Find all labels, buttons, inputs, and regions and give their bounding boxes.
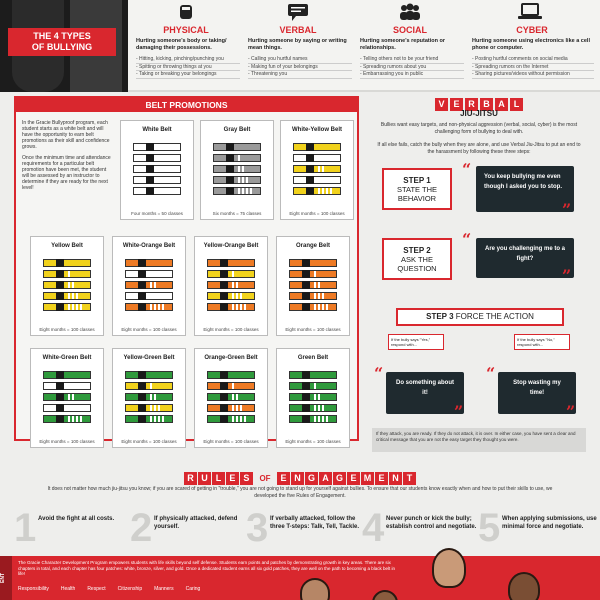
title-letter: G (333, 472, 346, 485)
belt-bar (207, 382, 255, 390)
quote-close-icon: ” (562, 266, 572, 285)
belt-card (30, 348, 104, 448)
patch-list (18, 586, 318, 592)
belt-card-caption: Eight months = 100 classes (121, 439, 177, 444)
belt-card (112, 236, 186, 336)
belt-intro (22, 120, 114, 196)
category-name: SOCIAL (392, 25, 427, 35)
rules-title (0, 468, 600, 486)
quote-close-icon: ” (566, 402, 576, 421)
title-letter: A (319, 472, 332, 485)
category-physical (132, 0, 240, 92)
speech-bubble-3: Do something about it! (386, 372, 464, 414)
belt-intro-paragraph: Once the minimum time and attendance requirements for a particular belt promotion have been met, the student will be assessed by an instructor to determine if they are ready for the next level! (22, 155, 111, 191)
rule-number: 4 (362, 506, 385, 550)
belt-card-caption: Eight months = 100 classes (203, 327, 259, 332)
belt-card-title: Yellow-Green Belt (123, 355, 175, 361)
belt-bar (207, 393, 255, 401)
title-letter: N (389, 472, 402, 485)
belt-bar (43, 281, 91, 289)
belt-bar (207, 281, 255, 289)
belt-bar (43, 270, 91, 278)
verbal-subtitle: JIU-JITSU (460, 109, 498, 118)
step-2-box (382, 238, 452, 280)
belt-bar (43, 393, 91, 401)
step-1-box (382, 168, 452, 210)
belt-card (194, 236, 268, 336)
belt-card (276, 236, 350, 336)
belt-bar (289, 303, 337, 311)
belt-bar (289, 393, 337, 401)
rule-item (14, 508, 134, 554)
belt-card-caption: Eight months = 100 classes (39, 439, 95, 444)
character-tab: ENT (0, 556, 12, 600)
belt-card (194, 348, 268, 448)
rule-text: If physically attacked, defend yourself. (154, 516, 238, 530)
belt-bar (289, 270, 337, 278)
fist-icon (172, 2, 200, 22)
belt-bar (133, 187, 181, 195)
patch-label: Health (60, 586, 76, 592)
rule-text: Never punch or kick the bully; establish control and negotiate. (386, 516, 477, 530)
belt-card (200, 120, 274, 220)
belt-bar (289, 292, 337, 300)
quote-open-icon: “ (462, 160, 472, 179)
belt-bar (293, 187, 341, 195)
category-name: CYBER (516, 25, 548, 35)
category-example: - Sharing pictures/videos without permission (472, 71, 594, 79)
category-example: - Hitting, kicking, pinching/punching you (136, 56, 240, 64)
belt-bar (43, 404, 91, 412)
title-letter: M (361, 472, 374, 485)
belt-card (112, 348, 186, 448)
speech-bubble-4: Stop wasting my time! (498, 372, 576, 414)
belt-card-title: Green Belt (297, 355, 329, 361)
belt-card-caption: Eight months = 100 classes (285, 439, 341, 444)
title-letter: A (495, 98, 508, 111)
belt-card-title: Gray Belt (223, 127, 251, 133)
belt-bar (43, 259, 91, 267)
character-text: The Gracie Character Development Program empowers students with life skills beyond self defense. Students earn points and patches by demonstrating growth in key areas. There are six chapters in total, and each chapter has four patches: white, bronze, silver, and gold. Once a dedicated student earns all six gold patches, they are well on the path to becoming a black belt in life! (18, 560, 395, 576)
student-photo (432, 548, 466, 588)
belt-card (280, 120, 354, 220)
patch-label: Responsibility (18, 586, 49, 592)
category-name: PHYSICAL (163, 25, 209, 35)
title-letter: R (465, 98, 478, 111)
types-of-bullying-band (0, 0, 600, 92)
types-badge (8, 28, 116, 56)
laptop-icon (516, 2, 544, 22)
belt-bar (207, 415, 255, 423)
types-badge-line: OF BULLYING (31, 42, 93, 52)
category-name: VERBAL (279, 25, 317, 35)
category-desc: Hurting someone using electronics like a cell phone or computer. (472, 38, 590, 51)
quote-close-icon: ” (454, 402, 464, 421)
belt-card-caption: Eight months = 100 classes (39, 327, 95, 332)
title-letter: S (240, 472, 253, 485)
step-text: FORCE THE ACTION (455, 312, 534, 321)
category-example: - Spreading rumors about you (360, 64, 464, 72)
quote-open-icon: “ (374, 364, 384, 383)
title-letter: G (305, 472, 318, 485)
category-desc: Hurting someone by saying or writing mean things. (248, 38, 347, 51)
step-3-box (396, 308, 564, 326)
rule-item (478, 508, 598, 554)
belt-card-title: White-Yellow Belt (291, 127, 342, 133)
category-example: - Posting hurtful comments on social media (472, 56, 594, 64)
belt-bar (293, 165, 341, 173)
category-example: - Telling others not to be your friend (360, 56, 464, 64)
no-response-note: If the bully says "No," respond with... (514, 334, 570, 350)
rule-text: When applying submissions, use minimal force and negotiate. (502, 516, 597, 530)
category-example: - Spitting or throwing things at you (136, 64, 240, 72)
belt-bar (207, 303, 255, 311)
rules-intro: It does not matter how much jiu-jitsu you know; if you are scared of getting in "trouble," you are not going to stand up for yourself against bullies. To ensure that our students know exactly when and how to put their skills to use, we developed the five Rules of Engagement. (47, 486, 553, 499)
patch-label: Caring (185, 586, 201, 592)
belt-promotions-panel (14, 96, 359, 444)
belt-card-title: White-Green Belt (42, 355, 92, 361)
belt-bar (213, 176, 261, 184)
belt-bar (289, 371, 337, 379)
belt-bar (125, 415, 173, 423)
verbal-paragraph: If all else fails, catch the bully when they are alone, and use Verbal Jiu-Jitsu to put an end to the harassment by following these three steps: (377, 142, 581, 155)
title-letter: E (347, 472, 360, 485)
title-letter: L (212, 472, 225, 485)
category-social (356, 0, 464, 92)
belt-bar (213, 165, 261, 173)
belt-bar (289, 281, 337, 289)
rule-number: 3 (246, 506, 269, 550)
belt-bar (133, 165, 181, 173)
belt-bar (125, 259, 173, 267)
belt-bar (133, 154, 181, 162)
belt-bar (133, 143, 181, 151)
title-letter: E (375, 472, 388, 485)
belt-bar (293, 143, 341, 151)
belt-card-title: Yellow-Orange Belt (203, 243, 259, 249)
title-of: OF (259, 474, 271, 483)
belt-bar (289, 415, 337, 423)
step-number: STEP 3 (426, 312, 454, 321)
patch-label: Manners (154, 586, 174, 592)
belt-card-caption: Eight months = 100 classes (289, 211, 345, 216)
belt-bar (125, 270, 173, 278)
title-letter: V (435, 98, 448, 111)
belt-card-title: Yellow Belt (51, 243, 83, 249)
belt-bar (43, 382, 91, 390)
belt-bar (125, 292, 173, 300)
belt-bar (213, 143, 261, 151)
category-example: - Spreading rumors on the Internet (472, 64, 594, 72)
title-letter: L (510, 98, 523, 111)
belt-card-caption: Eight months = 100 classes (203, 439, 259, 444)
student-photo (508, 572, 540, 600)
belt-bar (133, 176, 181, 184)
category-example: - Calling you hurtful names (248, 56, 352, 64)
belt-bar (207, 270, 255, 278)
character-development-band (0, 556, 600, 600)
belt-bar (207, 371, 255, 379)
belt-bar (125, 382, 173, 390)
belt-card-title: White Belt (142, 127, 172, 133)
belt-card-title: White-Orange Belt (122, 243, 176, 249)
step-text: STATE THE BEHAVIOR (396, 185, 437, 203)
rule-text: If verbally attacked, follow the three T-steps: Talk, Tell, Tackle. (270, 516, 360, 530)
belt-bar (43, 415, 91, 423)
belt-promotions-title: BELT PROMOTIONS (16, 98, 357, 112)
belt-card-title: Orange Belt (295, 243, 330, 249)
category-desc: Hurting someone's body or taking/ damaging their possessions. (136, 38, 227, 51)
rule-item (362, 508, 482, 554)
belt-card-caption: Four months = 50 classes (131, 211, 183, 216)
belt-bar (207, 292, 255, 300)
category-verbal (244, 0, 352, 92)
category-example: - Embarrassing you in public (360, 71, 464, 79)
belt-bar (207, 259, 255, 267)
speech-bubble-1: You keep bullying me even though I asked you to stop. (476, 166, 574, 212)
title-letter: E (226, 472, 239, 485)
verbal-title (368, 94, 590, 108)
patch-label: Respect (87, 586, 106, 592)
belt-bar (213, 187, 261, 195)
title-letter: B (480, 98, 493, 111)
title-letter: E (277, 472, 290, 485)
student-photo (372, 590, 398, 600)
belt-bar (43, 371, 91, 379)
rule-number: 2 (130, 506, 153, 550)
belt-bar (293, 176, 341, 184)
belt-bar (125, 371, 173, 379)
title-letter: T (403, 472, 416, 485)
belt-bar (125, 393, 173, 401)
belt-bar (43, 292, 91, 300)
belt-bar (125, 404, 173, 412)
kids-photo (0, 0, 128, 92)
category-example: - Making fun of your belongings (248, 64, 352, 72)
belt-bar (293, 154, 341, 162)
rule-text: Avoid the fight at all costs. (38, 516, 115, 522)
step-number: STEP 2 (403, 246, 431, 255)
belt-card-caption: Six months = 75 classes (212, 211, 262, 216)
speech-bubble-icon (284, 2, 312, 22)
student-photo (300, 578, 330, 600)
belt-card-title: Orange-Green Belt (204, 355, 258, 361)
patch-label: Citizenship (117, 586, 143, 592)
rule-number: 1 (14, 506, 37, 550)
quote-open-icon: “ (462, 230, 472, 249)
belt-bar (125, 303, 173, 311)
quote-close-icon: ” (562, 200, 572, 219)
title-letter: N (291, 472, 304, 485)
types-badge-line: THE 4 TYPES (33, 31, 91, 41)
quote-open-icon: “ (486, 364, 496, 383)
belt-card (120, 120, 194, 220)
rule-item (246, 508, 366, 554)
verbal-footnote: If they attack, you are ready. If they do not attack, it is over. In either case, you have sent a clear and critical message that you are not the easy target they thought you were. (372, 428, 586, 452)
verbal-paragraph: Bullies want easy targets, and non-physical aggression (verbal, social, cyber) is the most challenging form of bullying to deal with. (380, 122, 578, 135)
belt-bar (43, 303, 91, 311)
title-letter: U (198, 472, 211, 485)
group-icon (396, 2, 424, 22)
speech-bubble-2: Are you challenging me to a fight? (476, 238, 574, 278)
belt-card (30, 236, 104, 336)
rule-item (130, 508, 250, 554)
category-cyber (468, 0, 596, 92)
belt-intro-paragraph: In the Gracie Bullyproof program, each student starts as a white belt and will have the opportunity to earn belt promotions as their skill and confidence grows. (22, 120, 110, 150)
category-desc: Hurting someone's reputation or relationships. (360, 38, 446, 51)
step-number: STEP 1 (403, 176, 431, 185)
yes-response-note: If the bully says "Yes," respond with... (388, 334, 444, 350)
belt-bar (289, 404, 337, 412)
belt-bar (125, 281, 173, 289)
belt-card-caption: Eight months = 100 classes (285, 327, 341, 332)
belt-bar (289, 382, 337, 390)
title-letter: R (184, 472, 197, 485)
belt-card-caption: Eight months = 100 classes (121, 327, 177, 332)
step-text: ASK THE QUESTION (397, 255, 437, 273)
belt-bar (207, 404, 255, 412)
category-example: - Threatening you (248, 71, 352, 79)
verbal-jiu-jitsu-panel (368, 94, 590, 456)
category-example: - Taking or breaking your belongings (136, 71, 240, 79)
title-letter: E (450, 98, 463, 111)
belt-bar (289, 259, 337, 267)
belt-card (276, 348, 350, 448)
rule-number: 5 (478, 506, 501, 550)
belt-bar (213, 154, 261, 162)
